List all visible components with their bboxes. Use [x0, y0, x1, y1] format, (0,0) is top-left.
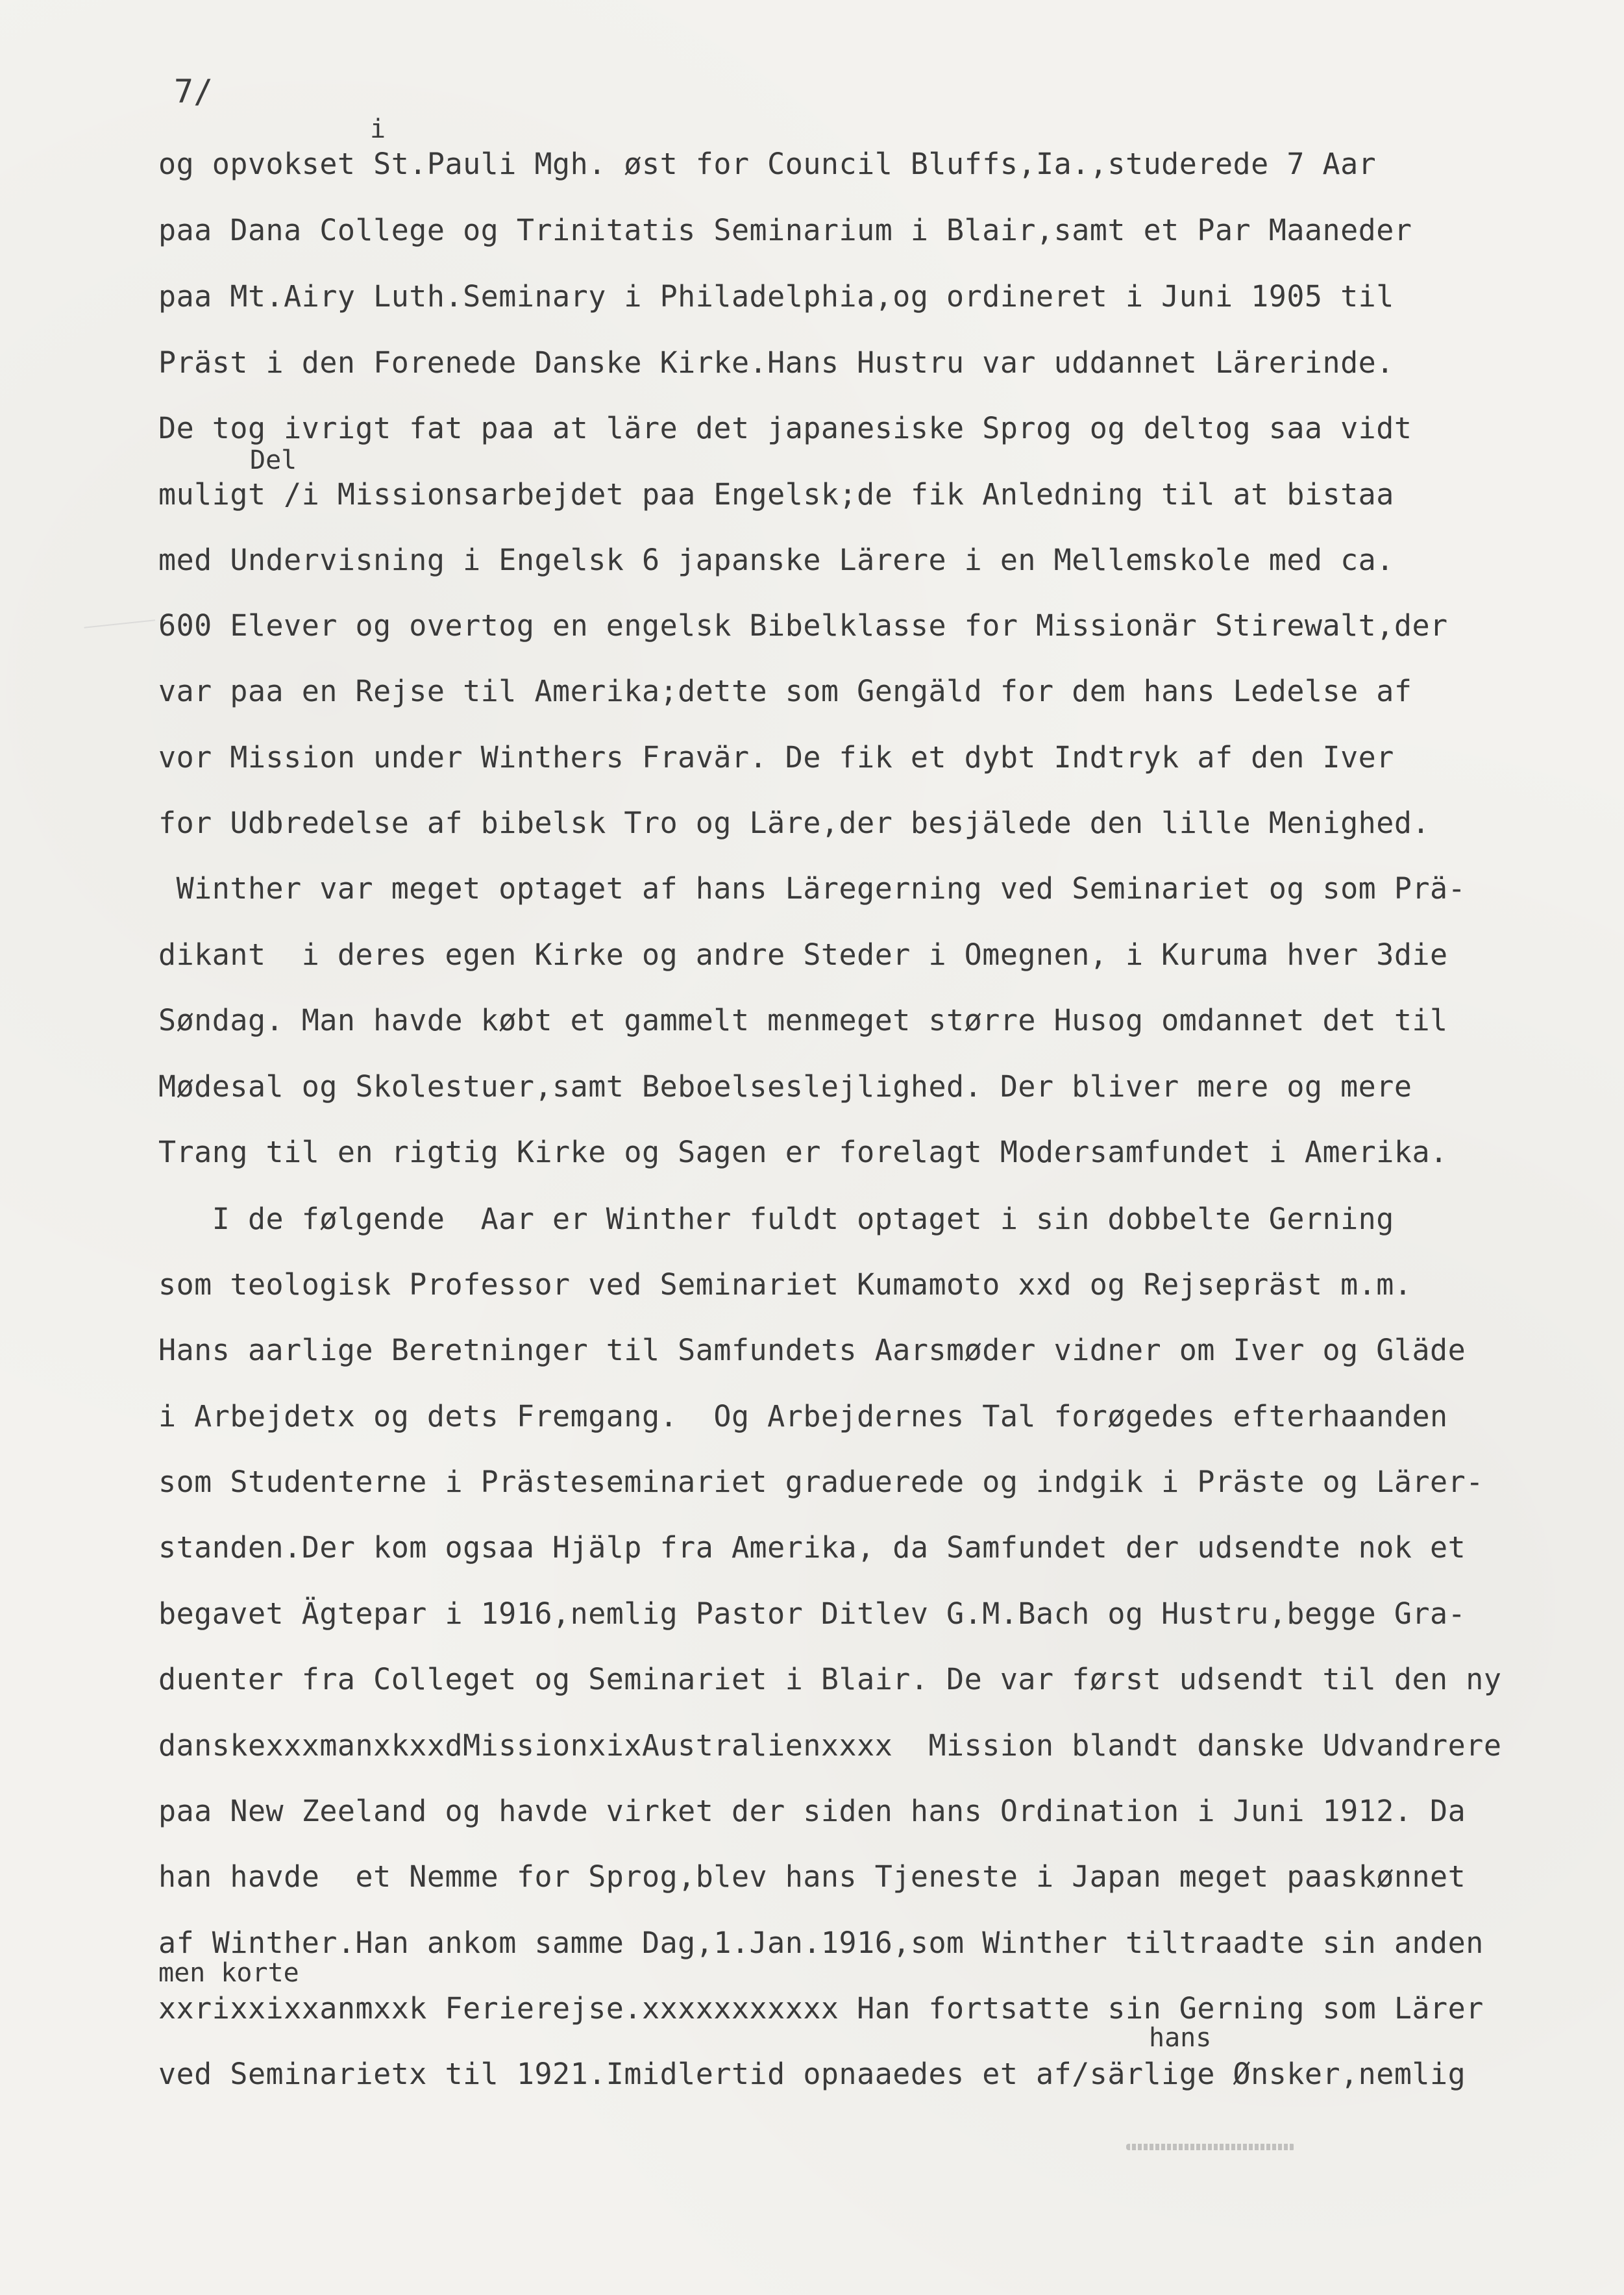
text-line: Präst i den Forenede Danske Kirke.Hans Hustru var uddannet Lärerinde. [158, 345, 1394, 380]
text-line: af Winther.Han ankom samme Dag,1.Jan.1916,som Winther tiltraadte sin anden [158, 1926, 1484, 1960]
text-line: I de følgende Aar er Winther fuldt optaget i sin dobbelte Gerning [158, 1202, 1394, 1236]
text-line: vor Mission under Winthers Fravär. De fik et dybt Indtryk af den Iver [158, 740, 1394, 775]
text-line: for Udbredelse af bibelsk Tro og Läre,der besjälede den lille Menighed. [158, 806, 1431, 840]
text-line: duenter fra Colleget og Seminariet i Blair. De var først udsendt til den ny [158, 1662, 1502, 1696]
text-line: og opvokset St.Pauli Mgh. øst for Council Bluffs,Ia.,studerede 7 Aar [158, 147, 1377, 181]
text-line: De tog ivrigt fat paa at läre det japanesiske Sprog og deltog saa vidt [158, 411, 1412, 445]
interlinear-insert: Del [250, 445, 297, 475]
text-line: paa New Zeeland og havde virket der siden hans Ordination i Juni 1912. Da [158, 1794, 1466, 1828]
interlinear-insert: hans [1149, 2023, 1212, 2053]
text-line: begavet Ägtepar i 1916,nemlig Pastor Ditlev G.M.Bach og Hustru,begge Gra- [158, 1596, 1466, 1631]
text-line: som Studenterne i Prästeseminariet graduerede og indgik i Präste og Lärer- [158, 1465, 1484, 1499]
interlinear-insert: men korte [158, 1958, 299, 1988]
text-line: paa Mt.Airy Luth.Seminary i Philadelphia,og ordineret i Juni 1905 til [158, 279, 1394, 314]
text-line: i Arbejdetx og dets Fremgang. Og Arbejdernes Tal forøgedes efterhaanden [158, 1399, 1448, 1433]
pencil-underline [1126, 2144, 1295, 2150]
text-line: var paa en Rejse til Amerika;dette som Gengäld for dem hans Ledelse af [158, 674, 1412, 708]
text-line: danskexxxmanxkxxdMissionxixAustralienxxxx Mission blandt danske Udvandrere [158, 1728, 1502, 1763]
text-line: Trang til en rigtig Kirke og Sagen er forelagt Modersamfundet i Amerika. [158, 1135, 1448, 1169]
text-line: muligt /i Missionsarbejdet paa Engelsk;de fik Anledning til at bistaa [158, 477, 1394, 512]
text-line: Mødesal og Skolestuer,samt Beboelseslejlighed. Der bliver mere og mere [158, 1069, 1412, 1104]
text-line: 600 Elever og overtog en engelsk Bibelklasse for Missionär Stirewalt,der [158, 608, 1448, 643]
text-line: Hans aarlige Beretninger til Samfundets Aarsmøder vidner om Iver og Gläde [158, 1333, 1466, 1367]
text-line: dikant i deres egen Kirke og andre Steder i Omegnen, i Kuruma hver 3die [158, 937, 1448, 972]
text-line: han havde et Nemme for Sprog,blev hans Tjeneste i Japan meget paaskønnet [158, 1859, 1466, 1894]
text-line: paa Dana College og Trinitatis Seminarium i Blair,samt et Par Maaneder [158, 213, 1412, 247]
text-line: Winther var meget optaget af hans Läregerning ved Seminariet og som Prä- [158, 871, 1466, 906]
text-line: ved Seminarietx til 1921.Imidlertid opnaaedes et af/särlige Ønsker,nemlig [158, 2057, 1466, 2091]
interlinear-insert: i [370, 114, 386, 144]
text-line: standen.Der kom ogsaa Hjälp fra Amerika, da Samfundet der udsendte nok et [158, 1530, 1466, 1565]
text-line: xxrixxixxanmxxk Ferierejse.xxxxxxxxxxx Han fortsatte sin Gerning som Lärer [158, 1991, 1484, 2026]
text-line: som teologisk Professor ved Seminariet Kumamoto xxd og Rejsepräst m.m. [158, 1267, 1412, 1302]
page-number: 7/ [174, 73, 214, 110]
text-line: Søndag. Man havde købt et gammelt menmeget større Husog omdannet det til [158, 1003, 1448, 1037]
text-line: med Undervisning i Engelsk 6 japanske Lärere i en Mellemskole med ca. [158, 543, 1394, 577]
